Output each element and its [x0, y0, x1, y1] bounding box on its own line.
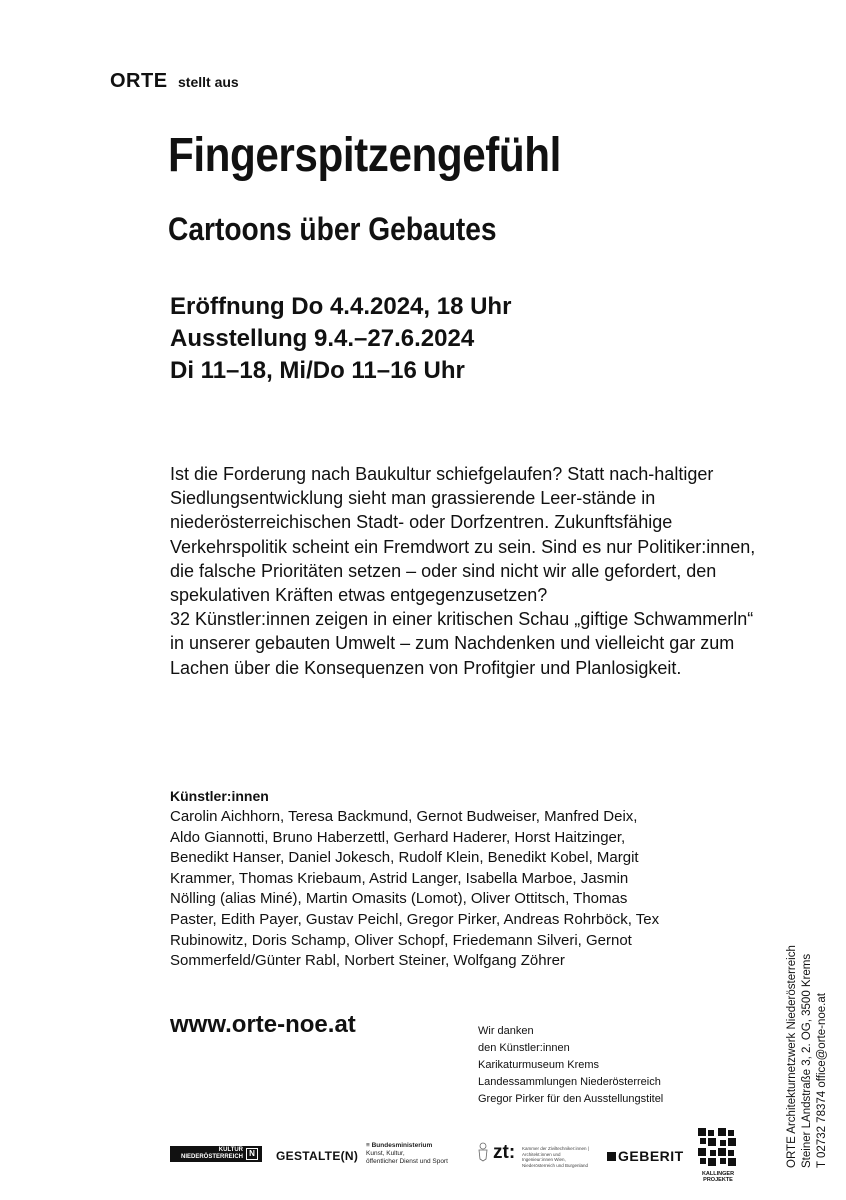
exhibition-title: Fingerspitzengefühl — [168, 129, 561, 182]
dates-block — [170, 291, 511, 387]
brand-subline: stellt aus — [178, 74, 239, 90]
website-link[interactable]: www.orte-noe.at — [170, 1011, 356, 1038]
flag-icon: ≡ — [366, 1142, 372, 1149]
gestalten-logo: GESTALTE(N) — [276, 1149, 359, 1163]
thanks-line: den Künstler:innen — [478, 1042, 570, 1054]
ministry-logo: ≡ Bundesministerium Kunst, Kultur, öffentlicher Dienst und Sport — [366, 1142, 448, 1165]
intro-paragraph: 32 Künstler:innen zeigen in einer kritischen Schau „giftige Schwammerln“ in unserer gebauten Umwelt – zum Nachdenken und vielleicht gar zum Lachen über die Konsequenzen von Profitgier und Planlosigkeit. — [170, 609, 754, 678]
exhibitor-line — [110, 70, 239, 93]
address-line: T 02732 78374 office@orte-noe.at — [816, 993, 828, 1168]
square-icon — [607, 1152, 616, 1161]
thanks-line: Landessammlungen Niederösterreich — [478, 1076, 661, 1088]
kultur-mark-icon: N — [246, 1148, 258, 1160]
intro-paragraph: Ist die Forderung nach Baukultur schiefgelaufen? Statt nach-haltiger Siedlungsentwicklung sieht man grassierende Leer-stände in niederösterreichischen Stadt- oder Dorfzentren. Zukunftsfähige Verkehrspolitik scheint ein Fremdwort zu sein. Sind es nur Politiker:innen, die falsche Prioritäten setzen – oder sind nicht wir alle gefordert, den spekulativen Kräften etwas entgegenzusetzen? — [170, 464, 756, 606]
address-line: ORTE Architekturnetzwerk Niederösterreich — [786, 945, 798, 1168]
opening-hours: Di 11–18, Mi/Do 11–16 Uhr — [170, 357, 465, 384]
thanks-line: Karikaturmuseum Krems — [478, 1059, 600, 1071]
opening-date: Eröffnung Do 4.4.2024, 18 Uhr — [170, 293, 512, 320]
address-block — [785, 945, 830, 1168]
thanks-line: Gregor Pirker für den Ausstellungstitel — [478, 1093, 664, 1105]
zt-logo: zt: — [493, 1142, 516, 1163]
artists-list: Carolin Aichhorn, Teresa Backmund, Gernot Budweiser, Manfred Deix, Aldo Giannotti, Bruno Haberzettl, Gerhard Haderer, Horst Haitzinger, Benedikt Hanser, Daniel Jokesch, Rudolf Klein, Benedikt Kobel, Margit Krammer, Thomas Kriebaum, Astrid Langer, Isabella Marboe, Jasmin Nölling (alias Miné), Martin Omasits (Lomot), Oliver Ottitsch, Thomas Paster, Edith Payer, Gustav Peichl, Gregor Pirker, Andreas Rohrböck, Tex Rubinowitz, Doris Schamp, Oliver Schopf, Friedemann Silveri, Gernot Sommerfeld/Günter Rabl, Norbert Steiner, Wolfgang Zöhrer — [170, 808, 660, 970]
brand-name: ORTE — [110, 70, 168, 92]
exhibition-period: Ausstellung 9.4.–27.6.2024 — [170, 325, 475, 352]
geberit-logo: GEBERIT — [607, 1148, 684, 1164]
thanks-line: Wir danken — [478, 1025, 534, 1037]
artists-heading: Künstler:innen — [170, 788, 269, 804]
acknowledgements — [478, 1023, 663, 1108]
kallinger-mark-icon — [698, 1128, 736, 1166]
intro-text — [170, 462, 770, 680]
exhibition-subtitle: Cartoons über Gebautes — [168, 211, 497, 247]
kultur-noe-logo: KULTUR NIEDERÖSTERREICH N — [170, 1146, 262, 1162]
zt-logo-text: Kammer der Ziviltechniker:innen | Architekt:innen und Ingenieur:innen Wien, Niederösterreich und Burgenland — [522, 1146, 589, 1168]
crest-icon — [478, 1142, 488, 1162]
kallinger-logo: KALLINGER PROJEKTE — [698, 1128, 738, 1176]
address-line: Steiner LAndstraße 3, 2. OG, 3500 Krems — [801, 953, 813, 1168]
